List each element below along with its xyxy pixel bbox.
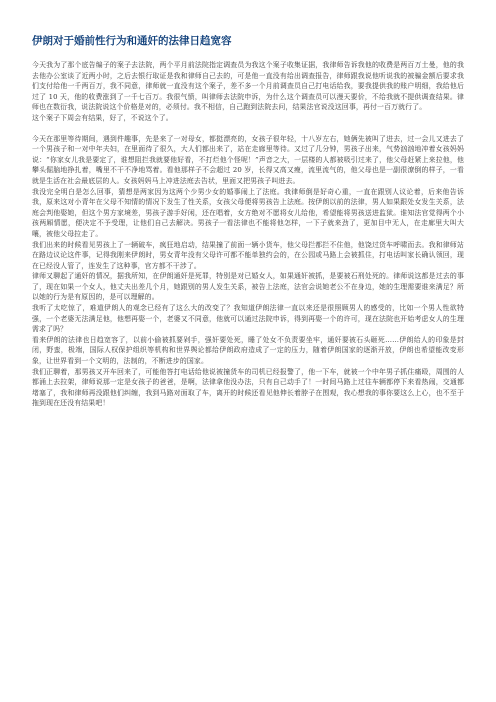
paragraph: 今天我为了那个底告编子的案子去法院，两个平月前法院指定调查员为我这个案子收集证据，我律师告诉我他的收费是两百万土曼，他的我去他办公室谈了近两小时，之后去银行取证是我和律师自己去的，可是他一直没有给出调查报告，律师跟我说他听说我的被骗金额后要求我们支付给他一千两百万，我不同意，律师就一直没有这个案子，差不多一个月前调查员自己打电话给我，要我提供我的账户明细，我给他后过了 10 天，他的收费涨到了一千七百万。我很气愤，叫律师去法院申诉，为什么这个调查员可以漫天要价，不给我就不提供调查结果。律师也在数衍我，说法院说这个价格是对的，必须付。我不相信，自己跑到法院去问，结果法官说没这回事，再付一百万就行了。 bbox=[32, 61, 464, 112]
document-title: 伊朗对于婚前性行为和通奸的法律日趋宽容 bbox=[32, 35, 232, 47]
paragraph: 我们正聊着，那男孩又开车回来了，可能他答打电话给他说被撞货车的司机已经报警了，他一下车，就被一个中年男子抓住痛殴，周围的人都涌上去拉架，律师说那一定是女孩子的爸爸，是啊，法律拿他没办法，只有自己动手了！一时间马路上过往车辆都停下来看热闹，交通都堵塞了，我和律师再没跟他们纠缠，我到马路对面取了车，离开的时候还看见他伸长着脖子在围观，我心想我的事你要这么上心，也不至于拖到现在还没有结果吧！ bbox=[32, 367, 464, 408]
paragraph: 我听了太吃惊了，难道伊朗人的观念已经有了这么大的改变了？我知道伊朗法律一直以来还是很照顾男人的感受的，比如一个男人性欲特强，一个老婆无法满足他，他想再娶一个，老婆又不同意，他就可以通过法院申诉，得到再娶一个的许可，现在法院也开始考虑女人的生理需求了吗？ bbox=[32, 304, 464, 334]
paragraph: 我没完全明白是怎么回事，猜想是两家因为这两个少男少女的婚事闹上了法庭。我律师倒是好奇心重，一直在跟别人议论着，后来他告诉我，原来这对小青年在父母不知情的情况下发生了性关系，女孩父母便将男孩告上法庭。按伊朗以前的法律，男人如果跟处女发生关系，法庭会判他娶她，但这个男方家境差，男孩子游手好闲，还在唱着，女方绝对不愿将女儿给他，希望能将男孩送进监狱。谁知法官觉得两个小孩两厢情愿，便决定不予受理，让他们自己去解决。男孩子一看法律也不能将他怎样，一下子就来劲了，更加目中无人，在走廊里大叫大嚷，被他父母拉走了。 bbox=[32, 187, 464, 238]
paragraph: 今天在那里等待期间，遇到件趣事，先是来了一对母女，都挺漂亮的，女孩子很年轻，十八岁左右，她俩先被叫了进去，过一会儿又进去了一个男孩子和一对中年夫妇，在里面待了很久，大人们都出来了，站在走廊里等待。又过了几分钟，男孩子出来，气势汹汹地冲着女孩妈妈说：“你家女儿我是要定了，谁想阻拦我就要他好看，不打烂他个怪呢！”声音之大，一层楼的人都被吸引过来了，他父母赶紧上来拉他，他攀头倔脑地挣扎着，嘴里不干不净地骂着。看他那样子不会超过 20 岁，长得又高又瘦，流里流气的，他父母也是一副很潦倒的样子，一看就是生活在社会最底层的人。女孩妈妈马上冲进法庭去告状，里面又把男孩子叫进去。 bbox=[32, 134, 464, 185]
paragraph: 我们出来的时候看见男孩上了一辆破车，疯狂地启动，结果撞了前面一辆小货车，他父母拦都拦不住他，他饶过货车呼啸而去。我和律师站在路边议论这件事，记得我刚来伊朗时，男女青年没有父母许可都不能单独约会的，在公园或马路上会被抓住，打电话叫家长确认领回，现在已经没人管了，连发生了这种事，官方都不干涉了。 bbox=[32, 240, 464, 270]
paragraph: 律师又聊起了通奸的情况，据我所知，在伊朗通奸是死罪，特别是对已婚女人，如果通奸被抓，是要被石刑处死的。律师说这都是过去的事了，现在如果一个女人，他丈夫出差几个月，她跟别的男人发生关系，被告上法庭，法官会说她老公不在身边，她的生理需要谁来满足？所以她的行为是有原因的，是可以理解的。 bbox=[32, 272, 464, 302]
document-body bbox=[32, 60, 464, 409]
paragraph: 这个案子下周会有结果，好了，不说这个了。 bbox=[32, 113, 173, 122]
paragraph: 看来伊朗的法律也日趋宽容了，以前小偷被抓要剁手，强奸要处死，睡了处女不负责要坐牢，通奸要被石头砸死……伊朗给人的印象是封闭，野蛮，极端，国际人权保护组织等机构和世界舆论都给伊朗政府造成了一定的压力，随着伊朗国家的逐渐开放，伊朗也希望能改变形象，让世界看到一个文明的，法制的，不断进步的国家。 bbox=[32, 335, 464, 366]
